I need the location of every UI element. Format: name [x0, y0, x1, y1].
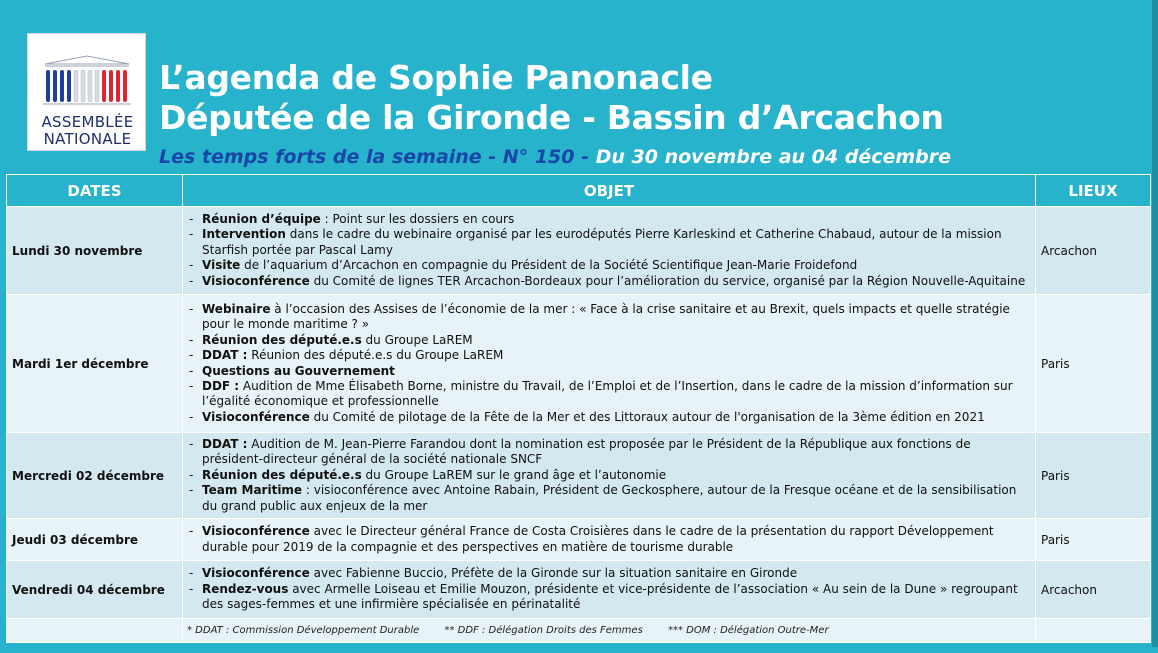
list-item: - Visioconférence avec Fabienne Buccio, Préfète de la Gironde sur la situation sanitaire en Gironde [187, 566, 1031, 581]
list-item: - Intervention dans le cadre du webinaire organisé par les eurodéputés Pierre Karleskind et Catherine Chabaud, autour de la mission Starfish portée par Pascal Lamy [187, 227, 1031, 258]
list-item: - Réunion des député.e.s du Groupe LaREM sur le grand âge et l’autonomie [187, 468, 1031, 483]
table-row [7, 207, 1151, 295]
row-objet [183, 561, 1036, 619]
list-item: - Team Maritime : visioconférence avec Antoine Rabain, Président de Geckosphere, autour de la Fresque océane et de la sensibilisation du grand public aux enjeux de la mer [187, 483, 1031, 514]
row-objet [183, 433, 1036, 519]
column-header-dates: DATES [7, 175, 183, 207]
row-place: Arcachon [1036, 207, 1151, 295]
column-header-lieux: LIEUX [1036, 175, 1151, 207]
row-place: Arcachon [1036, 561, 1151, 619]
row-place: Paris [1036, 295, 1151, 433]
row-date: Mardi 1er décembre [7, 295, 183, 433]
list-item: - DDF : Audition de Mme Élisabeth Borne, ministre du Travail, de l’Emploi et de l’Insertion, dans le cadre de la mission d’information sur l’égalité économique et professionnelle [187, 379, 1031, 410]
bottom-bar [0, 647, 1158, 653]
table-header-row [7, 175, 1151, 207]
week-number: Les temps forts de la semaine - N° 150 - [159, 146, 589, 168]
logo-line-1: ASSEMBLÉE [41, 113, 134, 131]
list-item: - Visioconférence du Comité de lignes TER Arcachon-Bordeaux pour l’amélioration du service, organisé par la Région Nouvelle-Aquitaine [187, 274, 1031, 289]
notes-empty-cell [7, 619, 183, 643]
page-subtitle-role: Députée de la Gironde - Bassin d’Arcachon [159, 98, 944, 137]
row-date: Lundi 30 novembre [7, 207, 183, 295]
table-row [7, 433, 1151, 519]
row-place: Paris [1036, 519, 1151, 561]
edge-shade [1152, 0, 1158, 653]
hemicycle-icon [28, 34, 147, 114]
list-item: - Visioconférence avec le Directeur général France de Costa Croisières dans le cadre de la présentation du rapport Développement durable pour 2019 de la compagnie et des perspectives en matière de tourisme durable [187, 524, 1031, 555]
list-item: - DDAT : Audition de M. Jean-Pierre Farandou dont la nomination est proposée par le Président de la République aux fonctions de président-directeur général de la société nationale SNCF [187, 437, 1031, 468]
agenda-table [6, 174, 1151, 643]
logo-line-2: NATIONALE [43, 130, 132, 148]
week-dates: Du 30 novembre au 04 décembre [595, 146, 952, 168]
row-place: Paris [1036, 433, 1151, 519]
row-date: Jeudi 03 décembre [7, 519, 183, 561]
footnote-ddf: ** DDF : Délégation Droits des Femmes [444, 625, 643, 636]
list-item: - Réunion d’équipe : Point sur les dossiers en cours [187, 212, 1031, 227]
row-objet [183, 207, 1036, 295]
list-item: - DDAT : Réunion des député.e.s du Groupe LaREM [187, 348, 1031, 363]
table-row [7, 561, 1151, 619]
column-header-objet: OBJET [183, 175, 1036, 207]
page-title: L’agenda de Sophie Panonacle [159, 58, 713, 97]
list-item: - Rendez-vous avec Armelle Loiseau et Emilie Mouzon, présidente et vice-présidente de l’association « Au sein de la Dune » regroupant des sages-femmes et une infirmière spécialisée en périnatalité [187, 582, 1031, 613]
week-banner [159, 146, 951, 168]
list-item: - Visite de l’aquarium d’Arcachon en compagnie du Président de la Société Scientifique Jean-Marie Froidefond [187, 258, 1031, 273]
notes-row [7, 619, 1151, 643]
list-item: - Questions au Gouvernement [187, 364, 1031, 379]
footnote-dom: *** DOM : Délégation Outre-Mer [667, 625, 829, 636]
row-objet [183, 295, 1036, 433]
list-item: - Webinaire à l’occasion des Assises de l’économie de la mer : « Face à la crise sanitaire et au Brexit, quels impacts et quelle stratégie pour le monde maritime ? » [187, 302, 1031, 333]
list-item: - Réunion des député.e.s du Groupe LaREM [187, 333, 1031, 348]
notes-empty-cell [1036, 619, 1151, 643]
assemblee-nationale-logo [27, 33, 146, 151]
row-objet [183, 519, 1036, 561]
footnote-ddat: * DDAT : Commission Développement Durable [187, 625, 420, 636]
row-date: Mercredi 02 décembre [7, 433, 183, 519]
table-row [7, 519, 1151, 561]
table-row [7, 295, 1151, 433]
list-item: - Visioconférence du Comité de pilotage de la Fête de la Mer et des Littoraux autour de l'organisation de la 3ème édition en 2021 [187, 410, 1031, 425]
row-date: Vendredi 04 décembre [7, 561, 183, 619]
footnotes [183, 619, 1036, 643]
